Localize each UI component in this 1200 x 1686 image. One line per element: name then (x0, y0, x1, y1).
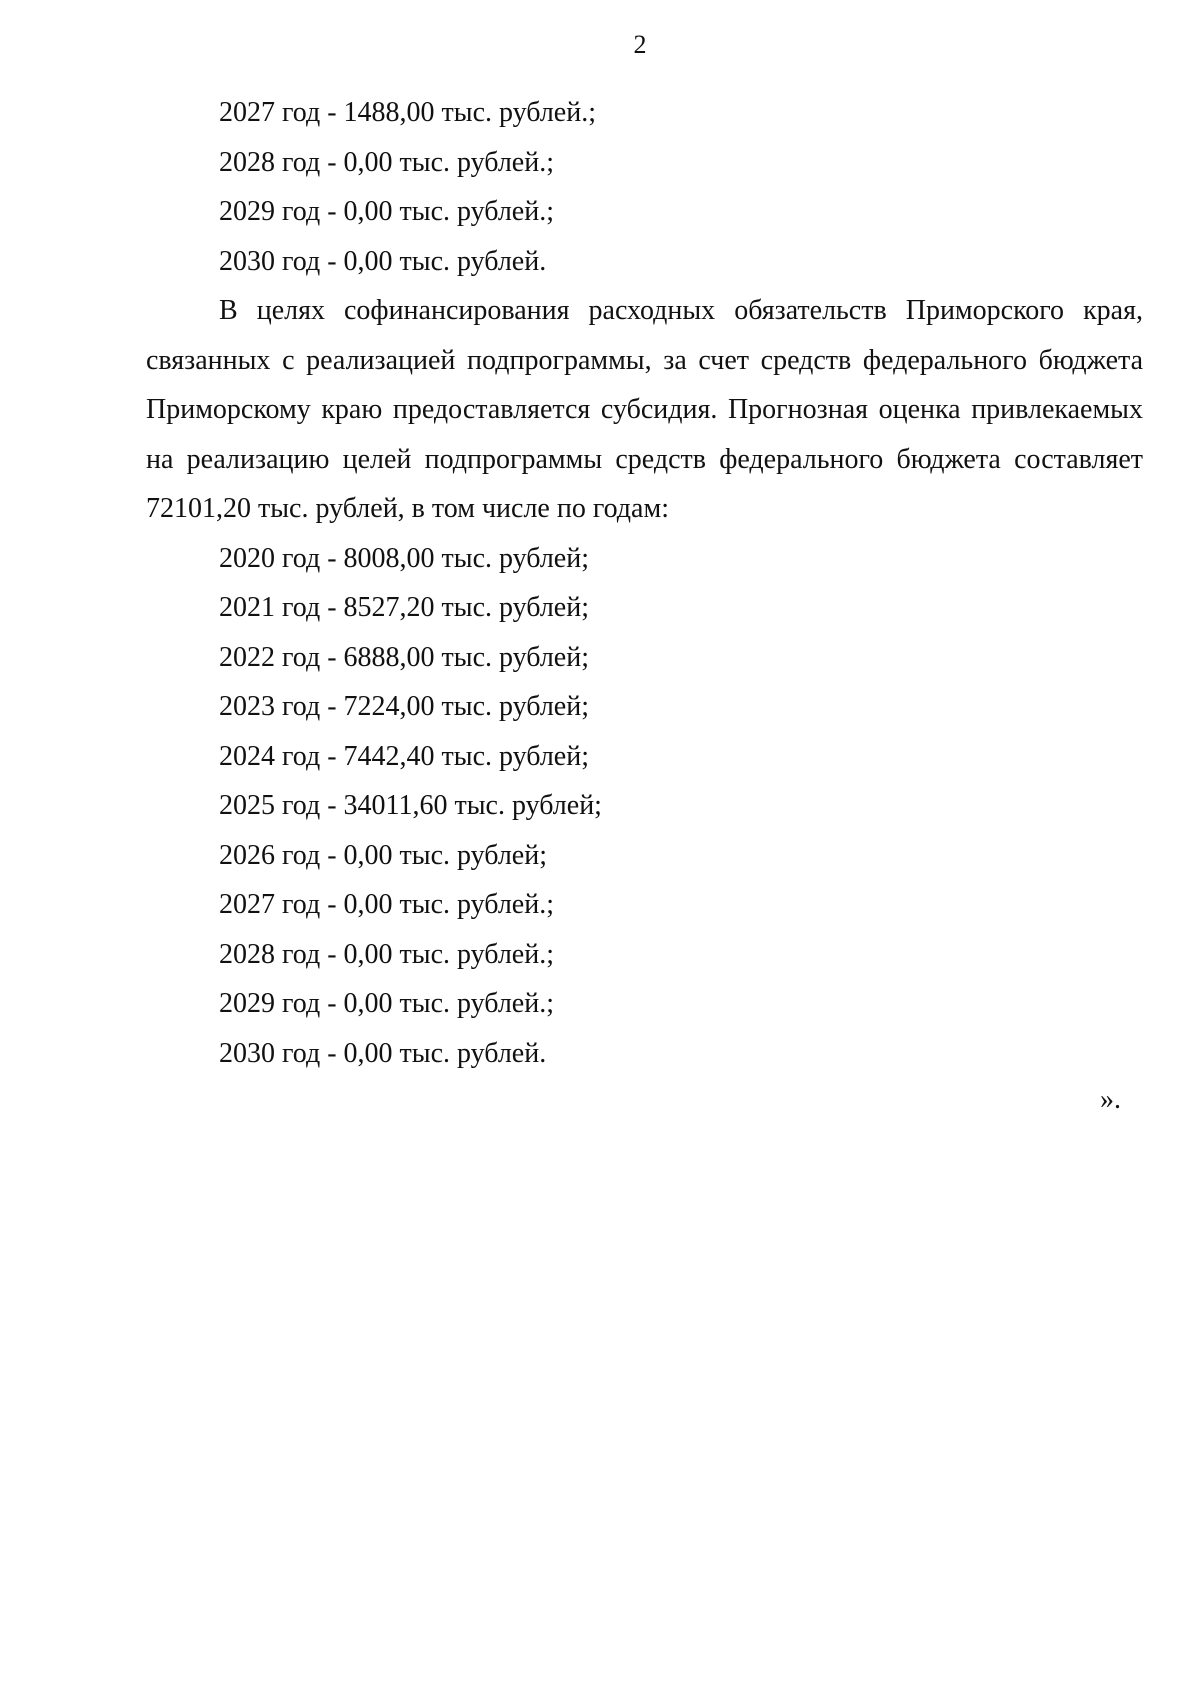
funding-line-2028: 2028 год - 0,00 тыс. рублей.; (219, 146, 555, 178)
funding-line-2027: 2027 год - 1488,00 тыс. рублей.; (219, 97, 597, 128)
federal-line-2023: 2023 год - 7224,00 тыс. рублей; (219, 691, 590, 722)
federal-line-2021: 2021 год - 8527,20 тыс. рублей; (219, 592, 590, 623)
federal-line-2028: 2028 год - 0,00 тыс. рублей.; (219, 938, 555, 970)
federal-line-2029: 2029 год - 0,00 тыс. рублей.; (219, 988, 555, 1019)
federal-line-2024: 2024 год - 7442,40 тыс. рублей; (219, 740, 590, 772)
federal-line-2020: 2020 год - 8008,00 тыс. рублей; (219, 542, 590, 574)
federal-line-2025: 2025 год - 34011,60 тыс. рублей; (219, 790, 602, 821)
funding-line-2030: 2030 год - 0,00 тыс. рублей. (219, 245, 547, 277)
funding-line-2029: 2029 год - 0,00 тыс. рублей.; (219, 196, 555, 227)
federal-line-2022: 2022 год - 6888,00 тыс. рублей; (219, 641, 590, 673)
federal-line-2026: 2026 год - 0,00 тыс. рублей; (219, 839, 548, 871)
federal-line-2030: 2030 год - 0,00 тыс. рублей. (219, 1037, 547, 1069)
funding-list-top (146, 88, 1143, 286)
closing-quote-mark: ». (1100, 1084, 1121, 1115)
document-body (146, 88, 1143, 1078)
federal-line-2027: 2027 год - 0,00 тыс. рублей.; (219, 889, 555, 920)
federal-subsidy-paragraph: В целях софинансирования расходных обязательств Приморского края, связанных с реализацией подпрограммы, за счет средств федерального бюджета Приморскому краю предоставляется субсидия. Прогнозная оценка привлекаемых на реализацию целей подпрограммы средств федерального бюджета составляет 72101,20 тыс. рублей, в том числе по годам: (146, 295, 1143, 524)
federal-funding-list (146, 534, 1143, 1079)
page-number: 2 (633, 30, 647, 59)
